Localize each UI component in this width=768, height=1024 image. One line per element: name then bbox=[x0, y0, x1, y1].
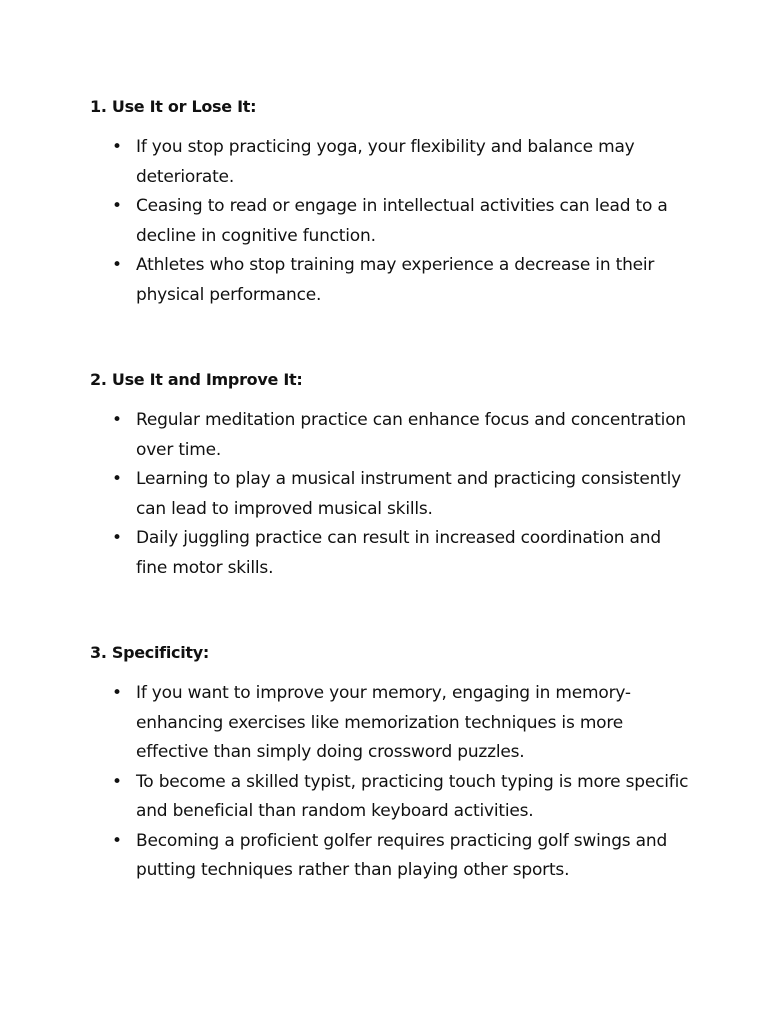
list-item bbox=[90, 406, 696, 465]
list-item bbox=[90, 465, 696, 524]
bullet-icon: • bbox=[112, 410, 122, 430]
bullet-list bbox=[90, 406, 686, 583]
bullet-list bbox=[90, 133, 678, 310]
section-heading: 2. Use It and Improve It: bbox=[90, 370, 303, 389]
bullet-icon: • bbox=[112, 255, 122, 275]
list-item bbox=[90, 192, 696, 251]
list-item-text: Athletes who stop training may experience a decrease in their physical performance. bbox=[136, 255, 655, 305]
bullet-icon: • bbox=[112, 771, 122, 792]
list-item bbox=[90, 679, 696, 768]
section-use-it-and-improve-it bbox=[90, 368, 686, 583]
list-item bbox=[90, 251, 696, 310]
list-item bbox=[90, 133, 696, 192]
bullet-list bbox=[90, 679, 689, 886]
section-use-it-or-lose-it bbox=[90, 95, 678, 310]
bullet-icon: • bbox=[112, 137, 122, 157]
list-item-text: Ceasing to read or engage in intellectual activities can lead to a decline in cognitive function. bbox=[136, 196, 668, 246]
list-item-text: If you want to improve your memory, engaging in memory-enhancing exercises like memorization techniques is more effective than simply doing crossword puzzles. bbox=[136, 683, 631, 762]
bullet-icon: • bbox=[112, 683, 122, 703]
list-item bbox=[90, 768, 696, 827]
list-item bbox=[90, 524, 696, 583]
list-item-text: Learning to play a musical instrument and practicing consistently can lead to improved musical skills. bbox=[136, 469, 682, 519]
list-item-text: To become a skilled typist, practicing touch typing is more specific and beneficial than random keyboard activities. bbox=[136, 771, 689, 821]
list-item-text: Becoming a proficient golfer requires practicing golf swings and putting techniques rather than playing other sports. bbox=[136, 830, 668, 880]
list-item-text: Daily juggling practice can result in increased coordination and fine motor skills. bbox=[136, 528, 661, 578]
bullet-icon: • bbox=[112, 528, 122, 548]
bullet-icon: • bbox=[112, 469, 122, 489]
bullet-icon: • bbox=[112, 830, 122, 851]
section-specificity bbox=[90, 641, 689, 886]
list-item-text: Regular meditation practice can enhance focus and concentration over time. bbox=[136, 410, 686, 460]
bullet-icon: • bbox=[112, 196, 122, 216]
section-heading: 1. Use It or Lose It: bbox=[90, 97, 257, 116]
section-heading: 3. Specificity: bbox=[90, 643, 209, 662]
list-item-text: If you stop practicing yoga, your flexibility and balance may deteriorate. bbox=[136, 137, 635, 187]
list-item bbox=[90, 827, 696, 886]
